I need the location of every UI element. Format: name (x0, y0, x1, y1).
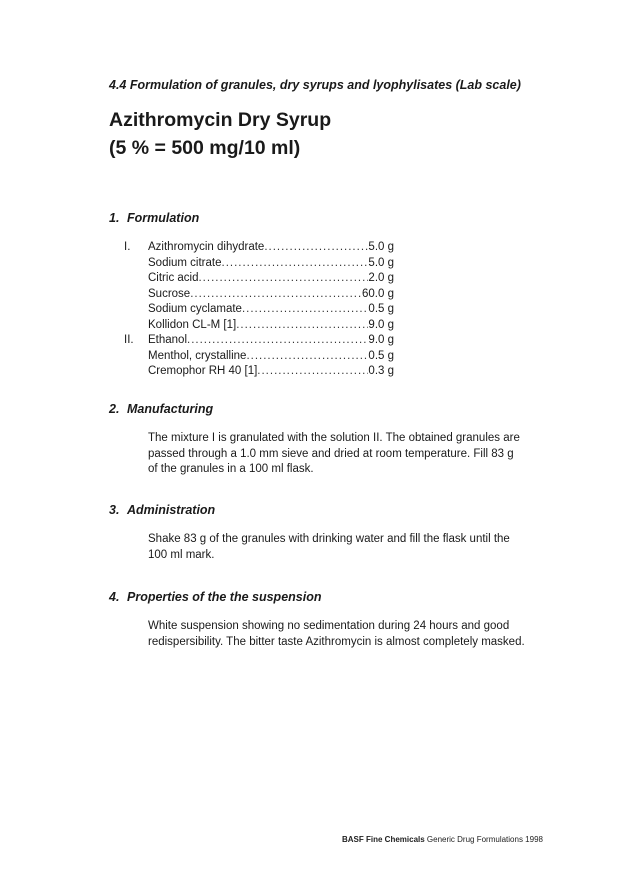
formulation-group (124, 287, 148, 303)
title-line-2: (5 % = 500 mg/10 ml) (109, 137, 301, 159)
ingredient-quantity: 5.0 g (368, 241, 394, 253)
paragraph-line: The mixture I is granulated with the solution II. The obtained granules are (148, 432, 520, 444)
paragraph-line: Shake 83 g of the granules with drinking water and fill the flask until the (148, 533, 510, 545)
heading-number: 1. (109, 211, 120, 225)
heading-properties (109, 590, 321, 604)
section-header: 4.4 Formulation of granules, dry syrups and lyophylisates (Lab scale) (109, 78, 521, 92)
ingredient-quantity: 0.5 g (368, 349, 394, 362)
heading-number: 3. (109, 503, 120, 517)
footer-text: Generic Drug Formulations 1998 (426, 835, 543, 844)
formulation-row (124, 271, 394, 287)
ingredient-name: Citric acid (148, 272, 199, 284)
heading-text: Manufacturing (127, 402, 214, 416)
leader-dots (236, 318, 368, 334)
administration-paragraph (148, 532, 568, 563)
ingredient-name: Azithromycin dihydrate (148, 241, 265, 253)
leader-dots (198, 271, 368, 287)
ingredient-quantity: 5.0 g (368, 256, 394, 269)
paragraph-line: White suspension showing no sedimentation during 24 hours and good (148, 620, 510, 632)
formulation-group (124, 364, 148, 380)
heading-administration (109, 503, 215, 517)
formulation-group: I. (124, 241, 131, 253)
formulation-group (124, 256, 148, 272)
heading-text: Formulation (127, 211, 200, 225)
leader-dots (264, 240, 368, 256)
formulation-row (124, 256, 394, 272)
formulation-row (124, 349, 394, 365)
title-line-1: Azithromycin Dry Syrup (109, 109, 332, 131)
heading-number: 4. (109, 590, 120, 604)
heading-manufacturing (109, 402, 213, 416)
formulation-group (124, 271, 148, 287)
formulation-list (124, 240, 394, 380)
properties-paragraph (148, 619, 568, 650)
leader-dots (190, 287, 362, 303)
ingredient-quantity: 9.0 g (368, 318, 394, 331)
ingredient-name: Sodium citrate (148, 256, 222, 269)
leader-dots (242, 302, 368, 318)
ingredient-quantity: 0.5 g (368, 303, 394, 315)
document-title (109, 106, 331, 162)
formulation-group: II. (124, 334, 134, 346)
formulation-group (124, 349, 148, 365)
ingredient-name: Cremophor RH 40 [1] (148, 365, 258, 377)
formulation-group (124, 318, 148, 334)
heading-formulation (109, 211, 199, 225)
ingredient-quantity: 60.0 g (362, 287, 394, 300)
heading-text: Properties of the the suspension (127, 590, 322, 604)
formulation-row (124, 302, 394, 318)
ingredient-name: Ethanol (148, 334, 188, 346)
formulation-row (124, 318, 394, 334)
ingredient-name: Sucrose (148, 287, 191, 300)
paragraph-line: passed through a 1.0 mm sieve and dried at room temperature. Fill 83 g (148, 447, 514, 460)
ingredient-name: Kollidon CL-M [1] (148, 318, 237, 331)
ingredient-quantity: 0.3 g (368, 365, 394, 377)
formulation-group (124, 302, 148, 318)
page-footer (342, 835, 543, 844)
ingredient-quantity: 9.0 g (368, 334, 394, 346)
leader-dots (222, 256, 369, 272)
footer-brand: BASF Fine Chemicals (342, 835, 425, 844)
ingredient-name: Sodium cyclamate (148, 303, 242, 315)
formulation-row (124, 364, 394, 380)
formulation-row (124, 240, 394, 256)
leader-dots (246, 349, 368, 365)
leader-dots (257, 364, 368, 380)
paragraph-line: redispersibility. The bitter taste Azithromycin is almost completely masked. (148, 635, 525, 648)
ingredient-quantity: 2.0 g (368, 272, 394, 284)
ingredient-name: Menthol, crystalline (148, 349, 247, 362)
paragraph-line: 100 ml mark. (148, 548, 215, 561)
formulation-row (124, 333, 394, 349)
leader-dots (187, 333, 368, 349)
heading-number: 2. (109, 402, 120, 416)
heading-text: Administration (127, 503, 216, 517)
paragraph-line: of the granules in a 100 ml flask. (148, 463, 314, 475)
manufacturing-paragraph (148, 431, 568, 478)
formulation-row (124, 287, 394, 303)
